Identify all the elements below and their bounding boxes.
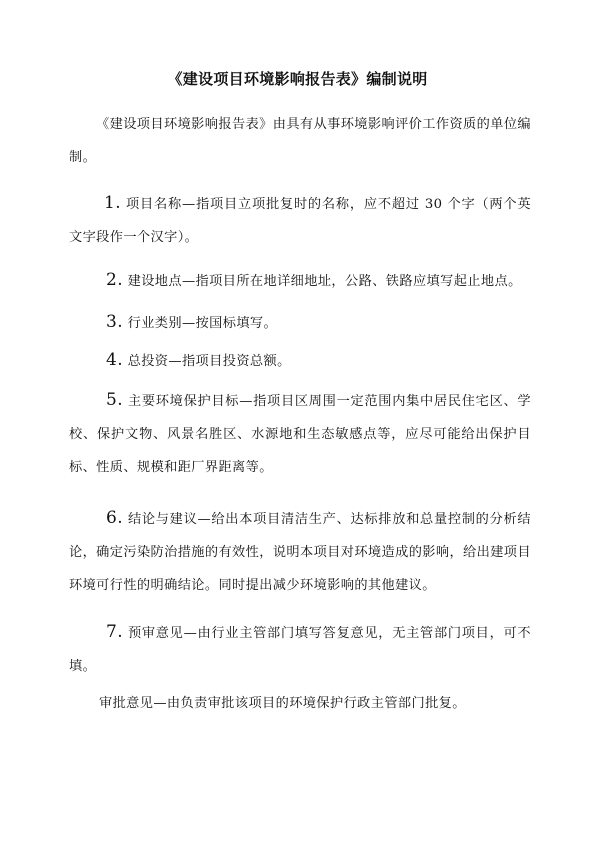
item-3-number: 3. <box>106 312 124 332</box>
item-5-number: 5. <box>106 390 124 410</box>
document-title: 《建设项目环境影响报告表》编制说明 <box>167 70 428 88</box>
item-6-number: 6. <box>106 508 124 528</box>
approval-paragraph: 审批意见—由负责审批该项目的环境保护行政主管部门批复。 <box>99 696 466 711</box>
intro-paragraph: 《建设项目环境影响报告表》由具有从事环境影响评价工作资质的单位编制。 <box>69 117 531 165</box>
item-1-paragraph <box>69 187 531 254</box>
item-5-paragraph <box>69 384 531 484</box>
item-1-text: 项目名称—指项目立项批复时的名称，应不超过 30 个字（两个英文字段作一个汉字）。 <box>69 197 531 245</box>
item-7-paragraph <box>69 616 531 683</box>
item-1-number: 1. <box>104 193 122 213</box>
item-6-text: 结论与建议—给出本项目清洁生产、达标排放和总量控制的分析结论，确定污染防治措施的有效性，说明本项目对环境造成的影响，给出建项目环境可行性的明确结论。同时提出减少环境影响的其他建议。 <box>69 512 531 593</box>
item-4-text: 总投资—指项目投资总额。 <box>123 354 291 369</box>
item-4-number: 4. <box>106 350 124 370</box>
item-2-paragraph <box>69 264 531 298</box>
item-6-paragraph <box>69 502 531 602</box>
item-7-text: 预审意见—由行业主管部门填写答复意见，无主管部门项目，可不填。 <box>69 626 531 674</box>
item-5-text: 主要环境保护目标—指项目区周围一定范围内集中居民住宅区、学校、保护文物、风景名胜区、水源地和生态敏感点等，应尽可能给出保护目标、性质、规模和距厂界距离等。 <box>69 394 531 475</box>
item-3-text: 行业类别—按国标填写。 <box>123 316 278 331</box>
item-2-text: 建设地点—指项目所在地详细地址，公路、铁路应填写起止地点。 <box>123 274 522 289</box>
item-7-number: 7. <box>106 622 124 642</box>
item-4-paragraph <box>69 344 531 378</box>
item-3-paragraph <box>69 306 531 340</box>
item-2-number: 2. <box>106 270 124 290</box>
